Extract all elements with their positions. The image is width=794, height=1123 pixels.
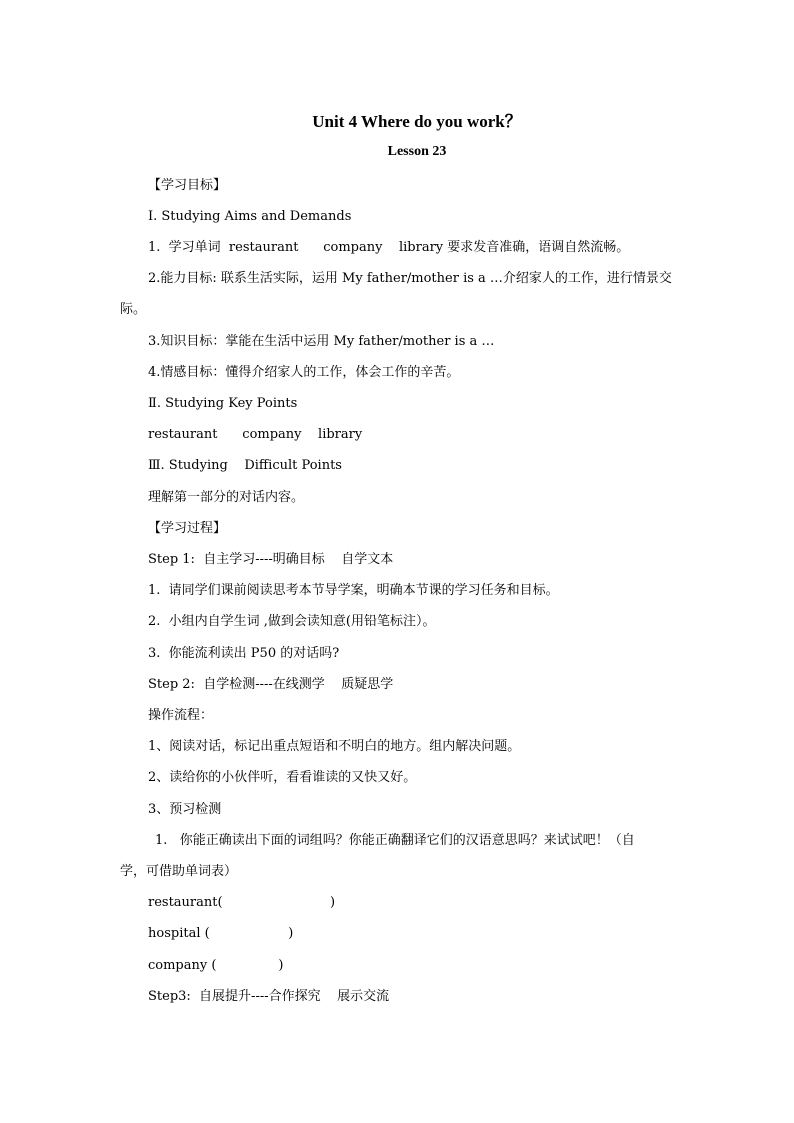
lesson-title: Lesson 23 xyxy=(387,144,447,159)
fill-blank-line: restaurant( ) xyxy=(148,895,336,910)
text-line: Ⅱ. Studying Key Points xyxy=(148,396,298,411)
text-line: 2、读给你的小伙伴听，看看谁读的又快又好。 xyxy=(148,770,417,785)
text-line: 2.能力目标: 联系生活实际，运用 My father/mother is a …介绍家人的工作，进行情景交 xyxy=(148,271,672,286)
fill-blank-line: company ( ) xyxy=(148,958,284,973)
unit-title: Unit 4 Where do you work？ xyxy=(312,112,522,131)
text-line: 际。 xyxy=(120,302,147,317)
fill-blank-line: hospital ( ) xyxy=(148,926,294,941)
text-line: restaurant company library xyxy=(148,427,363,442)
text-line: Step 2: 自学检测----在线测学 质疑思学 xyxy=(148,677,394,692)
text-line: 3. 你能流利读出 P50 的对话吗? xyxy=(148,646,340,661)
text-line: Step 1: 自主学习----明确目标 自学文本 xyxy=(148,552,394,567)
text-line: 学，可借助单词表） xyxy=(120,864,238,879)
text-line: 3、预习检测 xyxy=(148,802,222,817)
section-heading-goals: 【学习目标】 xyxy=(148,178,227,193)
text-line: 2. 小组内自学生词 ,做到会读知意(用铅笔标注）。 xyxy=(148,614,436,629)
text-line: 1. 学习单词 restaurant company library 要求发音准确，语调自然流畅。 xyxy=(148,240,630,255)
section-heading-process: 【学习过程】 xyxy=(148,521,227,536)
text-line: 4.情感目标：懂得介绍家人的工作，体会工作的辛苦。 xyxy=(148,365,460,380)
text-line: Step3: 自展提升----合作探究 展示交流 xyxy=(148,989,390,1004)
text-line: 理解第一部分的对话内容。 xyxy=(148,490,305,505)
text-line: 1. 请同学们课前阅读思考本节导学案，明确本节课的学习任务和目标。 xyxy=(148,583,559,598)
text-line: Ⅲ. Studying Difficult Points xyxy=(148,458,342,473)
text-line: Ⅰ. Studying Aims and Demands xyxy=(148,209,352,224)
text-line: 1、阅读对话，标记出重点短语和不明白的地方。组内解决问题。 xyxy=(148,739,521,754)
text-line: 3.知识目标：掌能在生活中运用 My father/mother is a … xyxy=(148,334,495,349)
text-line: 1. 你能正确读出下面的词组吗？你能正确翻译它们的汉语意思吗？来试试吧！（自 xyxy=(155,833,635,848)
text-line: 操作流程： xyxy=(148,708,214,723)
